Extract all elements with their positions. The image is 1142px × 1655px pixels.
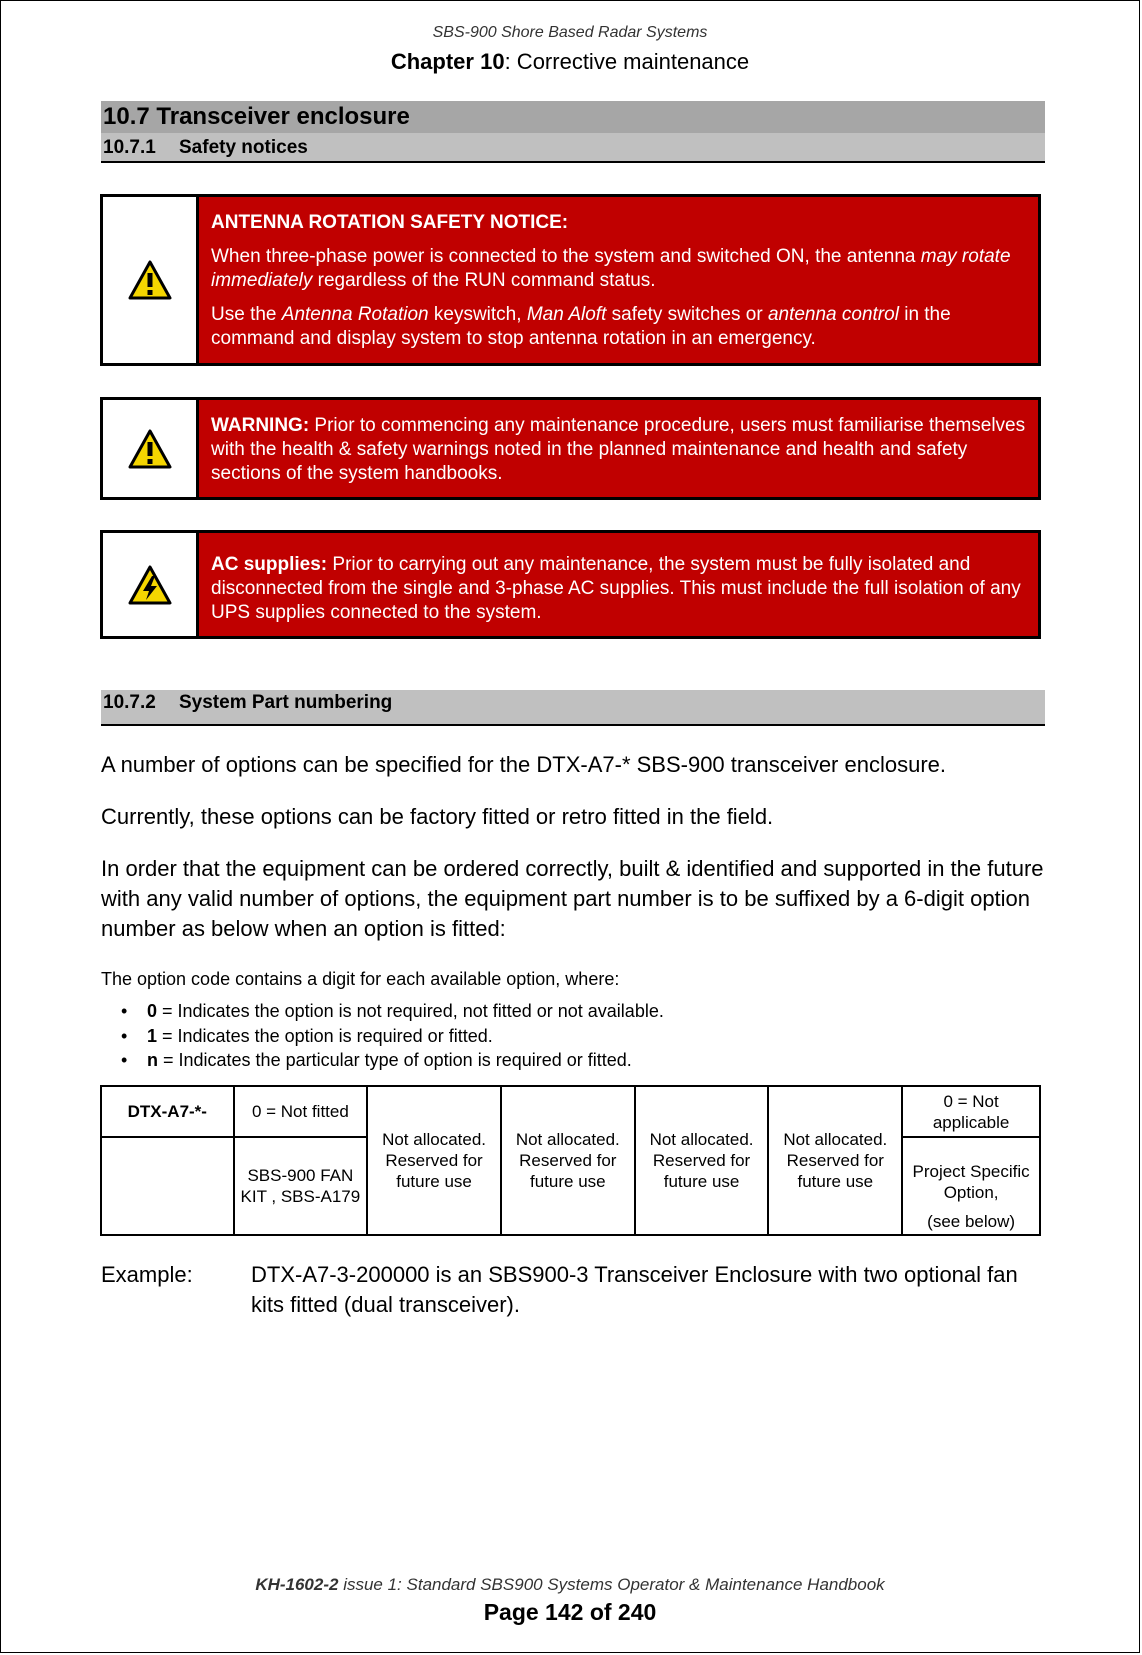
list-item: • 1 = Indicates the option is required or fitted. — [101, 1024, 664, 1049]
chapter-header — [1, 49, 1139, 75]
reserved-cell: Not allocated. Reserved for future use — [768, 1086, 902, 1235]
subsection-heading-safety — [101, 133, 1045, 163]
section-title: Transceiver enclosure — [156, 103, 410, 130]
reserved-cell: Not allocated. Reserved for future use — [501, 1086, 635, 1235]
warning-triangle-icon — [103, 197, 199, 363]
reserved-cell: Not allocated. Reserved for future use — [367, 1086, 501, 1235]
subsection-number: 10.7.2 — [103, 692, 156, 713]
warning-paragraph: WARNING: Prior to commencing any maintenance procedure, users must familiarise themselves with the health & safety warnings noted in the planned maintenance and health and safety sections of the system handbooks. — [211, 415, 1026, 484]
example-block — [101, 1260, 1045, 1320]
notice-text — [199, 533, 1038, 636]
paragraph-3: In order that the equipment can be ordered correctly, built & identified and supported in the future with any valid number of options, the equipment part number is to be suffixed by a 6-digit option number as below when an option is fitted: — [101, 856, 1044, 941]
electrical-hazard-icon — [103, 533, 199, 636]
option-code-table — [100, 1085, 1041, 1236]
paragraph-2: Currently, these options can be factory fitted or retro fitted in the field. — [101, 804, 774, 829]
running-header: SBS-900 Shore Based Radar Systems — [432, 24, 708, 41]
antenna-rotation-notice — [100, 194, 1041, 366]
example-label: Example: — [101, 1262, 193, 1287]
list-item: • n = Indicates the particular type of option is required or fitted. — [101, 1048, 664, 1073]
subsection-title: Safety notices — [179, 137, 308, 158]
ac-supplies-notice — [100, 530, 1041, 639]
warning-triangle-icon — [103, 400, 199, 497]
paragraph-1: A number of options can be specified for the DTX-A7-* SBS-900 transceiver enclosure. — [101, 752, 946, 777]
option6-note: (see below) — [927, 1212, 1016, 1231]
part-prefix-cell: DTX-A7-*- — [101, 1086, 234, 1137]
option6-detail-cell — [902, 1137, 1040, 1235]
page-number: Page 142 of 240 — [483, 1599, 657, 1625]
notice-paragraph-1: When three-phase power is connected to the system and switched ON, the antenna may rotate immediately regardless of the RUN command status. — [211, 246, 1011, 291]
subsection-number: 10.7.1 — [103, 137, 156, 158]
section-number: 10.7 — [103, 103, 150, 130]
option1-detail-cell: SBS-900 FAN KIT , SBS-A179 — [234, 1137, 368, 1235]
ac-paragraph: AC supplies: Prior to carrying out any maintenance, the system must be fully isolated and disconnected from the single and 3-phase AC supplies. This must include the full isolation of any UPS supplies connected to the system. — [211, 554, 1021, 623]
section-heading — [101, 101, 1045, 133]
notice-text — [199, 197, 1038, 363]
paragraph-4: The option code contains a digit for each available option, where: — [101, 969, 620, 989]
example-text: DTX-A7-3-200000 is an SBS900-3 Transceiver Enclosure with two optional fan kits fitted (dual transceiver). — [251, 1262, 1018, 1317]
option1-header-cell: 0 = Not fitted — [234, 1086, 368, 1137]
option6-detail-text: Project Specific Option, — [912, 1162, 1030, 1202]
reserved-cell: Not allocated. Reserved for future use — [635, 1086, 769, 1235]
notice-title: ANTENNA ROTATION SAFETY NOTICE: — [211, 212, 569, 233]
option-code-list — [101, 999, 664, 1073]
chapter-label: Chapter 10 — [390, 49, 505, 74]
subsection-heading-part-numbering — [101, 690, 1045, 726]
empty-cell — [101, 1137, 234, 1235]
maintenance-warning-notice — [100, 397, 1041, 500]
subsection-title: System Part numbering — [179, 692, 393, 713]
footer-doc-info: KH-1602-2 issue 1: Standard SBS900 Systems Operator & Maintenance Handbook — [255, 1575, 885, 1594]
notice-paragraph-2: Use the Antenna Rotation keyswitch, Man Aloft safety switches or antenna control in the command and display system to stop antenna rotation in an emergency. — [211, 304, 951, 349]
list-item: • 0 = Indicates the option is not required, not fitted or not available. — [101, 999, 664, 1024]
chapter-title: : Corrective maintenance — [504, 49, 750, 74]
notice-text — [199, 400, 1038, 497]
option6-header-cell: 0 = Not applicable — [902, 1086, 1040, 1137]
